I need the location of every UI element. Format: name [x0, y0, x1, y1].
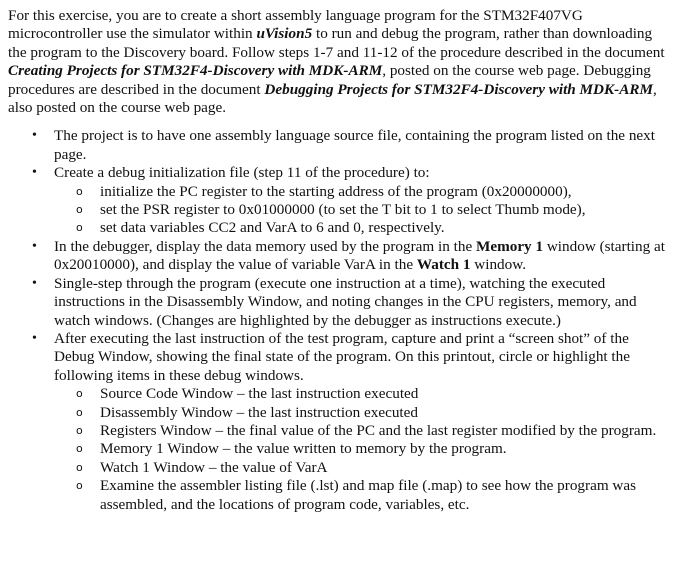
circle-bullet-icon: o: [76, 387, 83, 401]
bullet-icon: •: [32, 238, 37, 254]
memory-window-name: Memory 1: [476, 237, 544, 255]
bullet-list: [8, 127, 665, 514]
bullet-text: Create a debug initialization file (step 11 of the procedure) to:: [54, 164, 430, 182]
uvision-name: uVision5: [256, 25, 313, 43]
bullet-item-debugger-display: [8, 238, 665, 275]
bullet-item-debug-init: [8, 164, 665, 238]
circle-bullet-icon: o: [76, 203, 83, 217]
intro-text-3: , posted on the course web page. Debugging procedures are described in the document: [8, 62, 651, 98]
circle-bullet-icon: o: [76, 423, 83, 437]
sub-item: [52, 385, 665, 403]
sub-item-text: Memory 1 Window – the value written to memory by the program.: [100, 440, 507, 458]
sub-item-text: Source Code Window – the last instruction executed: [100, 385, 419, 403]
circle-bullet-icon: o: [76, 460, 83, 474]
bullet-icon: •: [32, 128, 37, 144]
sub-item: [52, 183, 665, 201]
circle-bullet-icon: o: [76, 184, 83, 198]
sub-list: [54, 183, 665, 238]
circle-bullet-icon: o: [76, 405, 83, 419]
bullet-icon: •: [32, 165, 37, 181]
bullet-item-screenshot: [8, 330, 665, 514]
doc-title-creating-projects: Creating Projects for STM32F4-Discovery with MDK-ARM: [8, 62, 383, 80]
sub-item: [52, 201, 665, 219]
sub-item: [52, 422, 665, 440]
intro-text-2: to run and debug the program, rather than downloading the program to the Discovery board. Follow steps 1-7 and 11-12 of the procedure described in the document: [8, 25, 665, 61]
sub-item-text: set data variables CC2 and VarA to 6 and 0, respectively.: [100, 219, 445, 237]
watch-window-name: Watch 1: [416, 256, 471, 274]
bullet-text: In the debugger, display the data memory used by the program in the: [54, 237, 476, 255]
sub-item: [52, 404, 665, 422]
bullet-item-single-step: [8, 275, 665, 330]
sub-item-text: Registers Window – the final value of the PC and the last register modified by the program.: [100, 421, 657, 439]
bullet-text: Single-step through the program (execute one instruction at a time), watching the executed instructions in the Disassembly Window, and noting changes in the CPU registers, memory, and watch windows. (Changes are highlighted by the debugger as instructions execute.): [54, 274, 637, 329]
bullet-item-project: [8, 127, 665, 164]
sub-item: [52, 219, 665, 237]
sub-item-text: initialize the PC register to the starting address of the program (0x20000000),: [100, 182, 572, 200]
bullet-text: window.: [470, 256, 527, 274]
circle-bullet-icon: o: [76, 479, 83, 493]
bullet-icon: •: [32, 275, 37, 291]
sub-item-text: set the PSR register to 0x01000000 (to set the T bit to 1 to select Thumb mode),: [100, 201, 586, 219]
bullet-text: The project is to have one assembly language source file, containing the program listed on the next page.: [54, 127, 655, 163]
sub-item: [52, 459, 665, 477]
doc-title-debugging-projects: Debugging Projects for STM32F4-Discovery with MDK-ARM: [264, 80, 653, 98]
sub-item-text: Watch 1 Window – the value of VarA: [100, 458, 328, 476]
sub-item: [52, 477, 665, 514]
bullet-icon: •: [32, 330, 37, 346]
sub-item: [52, 440, 665, 458]
intro-paragraph: [8, 7, 665, 117]
bullet-text: window (starting at 0x20010000), and display the value of variable VarA in the: [54, 237, 665, 274]
intro-text-4: , also posted on the course web page.: [8, 80, 657, 117]
bullet-text: After executing the last instruction of the test program, capture and print a “screen shot” of the Debug Window, showing the final state of the program. On this printout, circle or highlight the following items in these debug windows.: [54, 329, 630, 384]
circle-bullet-icon: o: [76, 221, 83, 235]
intro-text-1: For this exercise, you are to create a short assembly language program for the STM32F407VG microcontroller use the simulator within: [8, 7, 583, 43]
circle-bullet-icon: o: [76, 442, 83, 456]
sub-item-text: Examine the assembler listing file (.lst) and map file (.map) to see how the program was assembled, and the locations of program code, variables, etc.: [100, 477, 637, 513]
sub-list: [54, 385, 665, 514]
sub-item-text: Disassembly Window – the last instruction executed: [100, 403, 418, 421]
